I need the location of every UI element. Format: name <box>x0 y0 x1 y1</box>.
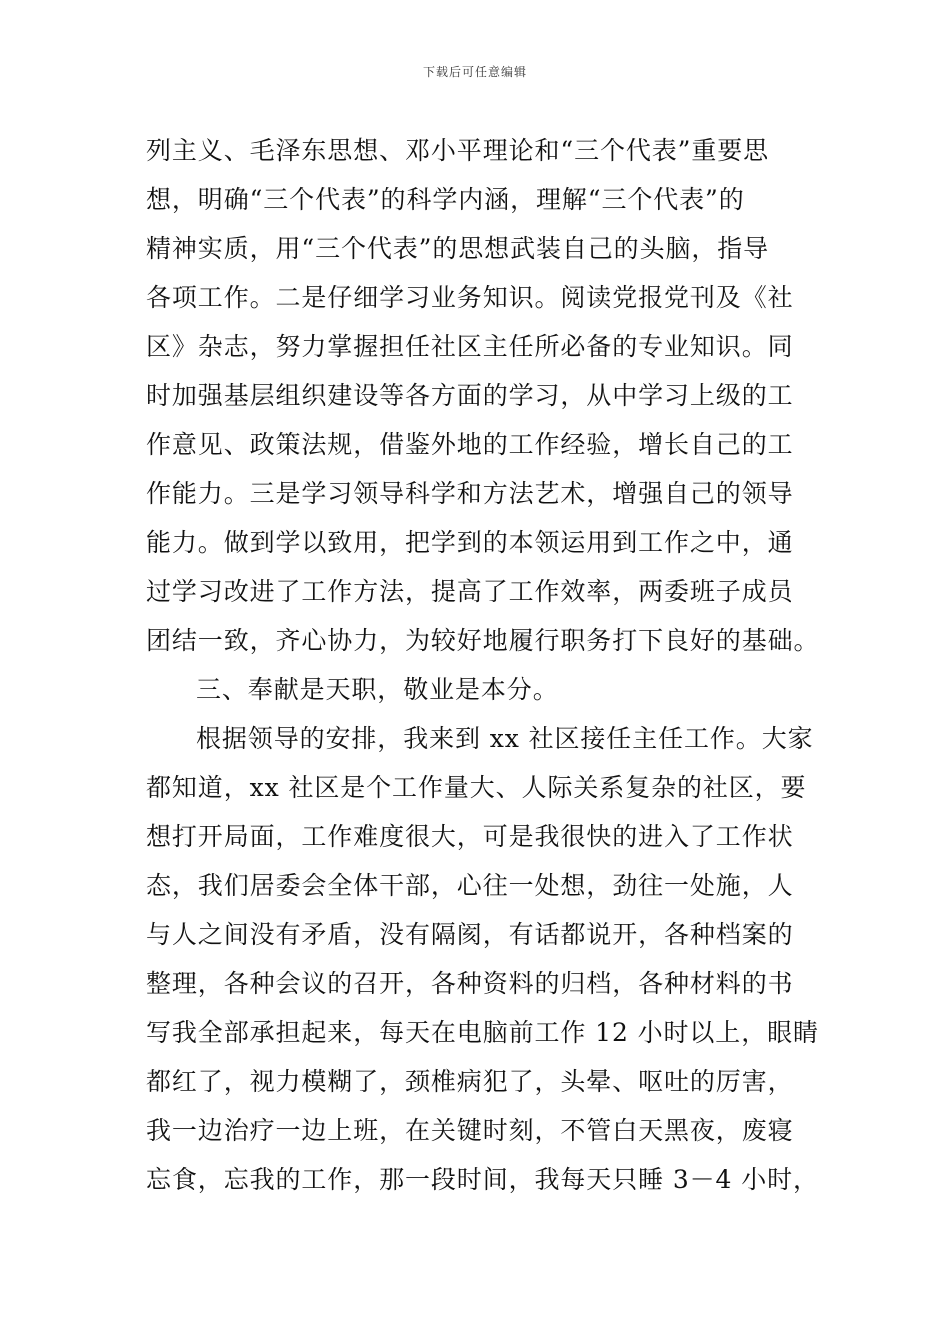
text-line: 我一边治疗一边上班，在关键时刻，不管白天黑夜，废寝 <box>146 1116 794 1145</box>
text-line: 时加强基层组织建设等各方面的学习，从中学习上级的工 <box>146 381 794 410</box>
text-line: 作能力。三是学习领导科学和方法艺术，增强自己的领导 <box>146 479 794 508</box>
text-line: 想打开局面，工作难度很大，可是我很快的进入了工作状 <box>146 822 794 851</box>
text-line: 精神实质，用“三个代表”的思想武装自己的头脑，指导 <box>146 234 770 263</box>
text-line: 各项工作。二是仔细学习业务知识。阅读党报党刊及《社 <box>146 283 794 312</box>
document-body <box>146 126 820 1204</box>
text-line: 都红了，视力模糊了，颈椎病犯了，头晕、呕吐的厉害， <box>146 1067 794 1096</box>
text-line: 忘食，忘我的工作，那一段时间，我每天只睡 3－4 小时， <box>146 1165 819 1194</box>
text-line: 能力。做到学以致用，把学到的本领运用到工作之中，通 <box>146 528 794 557</box>
text-line: 区》杂志，努力掌握担任社区主任所必备的专业知识。同 <box>146 332 794 361</box>
text-line: 作意见、政策法规，借鉴外地的工作经验，增长自己的工 <box>146 430 794 459</box>
page-header: 下载后可任意编辑 <box>422 65 527 79</box>
text-line: 态，我们居委会全体干部，心往一处想，劲往一处施，人 <box>146 871 794 900</box>
text-line: 整理，各种会议的召开，各种资料的归档，各种材料的书 <box>146 969 794 998</box>
paragraph-start: 根据领导的安排，我来到 xx 社区接任主任工作。大家 <box>196 724 814 753</box>
text-line: 写我全部承担起来，每天在电脑前工作 12 小时以上，眼睛 <box>146 1018 819 1047</box>
text-line: 都知道，xx 社区是个工作量大、人际关系复杂的社区，要 <box>146 773 807 802</box>
text-line: 团结一致，齐心协力，为较好地履行职务打下良好的基础。 <box>146 626 820 655</box>
text-line: 想，明确“三个代表”的科学内涵，理解“三个代表”的 <box>146 185 745 214</box>
text-line: 过学习改进了工作方法，提高了工作效率，两委班子成员 <box>146 577 794 606</box>
text-line: 与人之间没有矛盾，没有隔阂，有话都说开，各种档案的 <box>146 920 794 949</box>
section-heading: 三、奉献是天职，敬业是本分。 <box>196 675 559 704</box>
text-line: 列主义、毛泽东思想、邓小平理论和“三个代表”重要思 <box>146 136 770 165</box>
